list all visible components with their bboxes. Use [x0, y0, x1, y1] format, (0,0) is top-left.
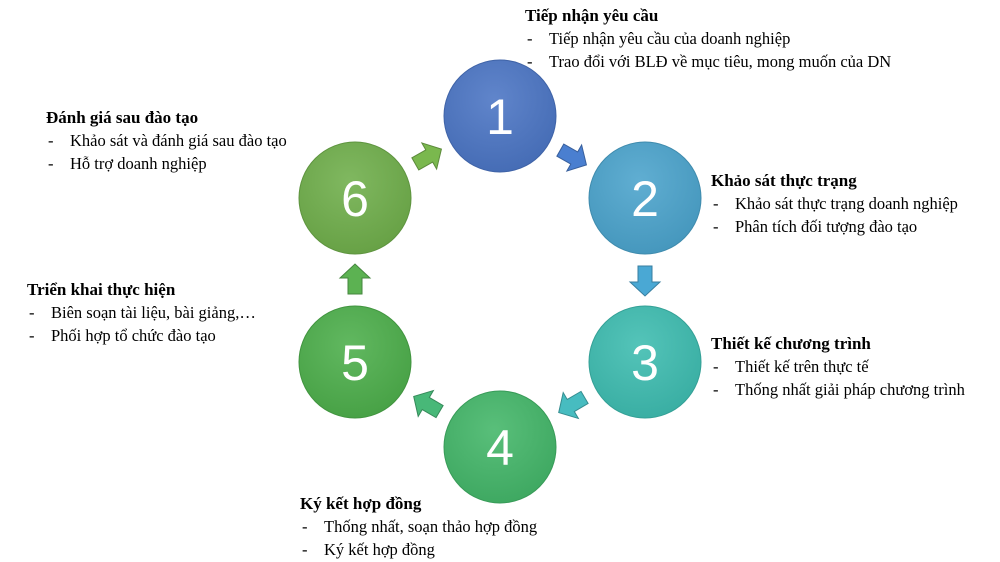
bullet-dash: - [29, 325, 35, 345]
step-2-title: Khảo sát thực trạng [711, 171, 857, 190]
step-2-item-2: - Phân tích đối tượng đào tạo [711, 216, 958, 239]
step-1-description [525, 5, 891, 73]
bullet-dash: - [302, 517, 308, 536]
step-6-title: Đánh giá sau đào tạo [46, 108, 199, 127]
step-5-item-1: - Biên soạn tài liệu, bài giảng,… [27, 302, 256, 325]
bullet-dash: - [713, 379, 719, 399]
step-3-circle [589, 306, 701, 418]
bullet-dash: - [302, 539, 308, 559]
bullet-dash: - [713, 357, 719, 376]
step-5-item-2: - Phối hợp tổ chức đào tạo [27, 325, 256, 348]
step-5-description [27, 279, 256, 347]
step-3-item-2: - Thống nhất giải pháp chương trình [711, 379, 965, 402]
arrow-1-to-2-icon [553, 137, 594, 178]
bullet-dash: - [527, 51, 533, 71]
step-1-item-1: - Tiếp nhận yêu cầu của doanh nghiệp [525, 28, 891, 51]
step-3-description [711, 333, 965, 401]
step-4-item-2: - Ký kết hợp đồng [300, 539, 537, 562]
step-1-number: 1 [486, 89, 514, 145]
step-3-title: Thiết kế chương trình [711, 334, 871, 353]
step-4-item-1: - Thống nhất, soạn thảo hợp đồng [300, 516, 537, 539]
step-3-number: 3 [631, 335, 659, 391]
step-4-circle [444, 391, 556, 503]
step-1-item-2: - Trao đổi với BLĐ về mục tiêu, mong muốn của DN [525, 51, 891, 74]
step-3-item-1: - Thiết kế trên thực tế [711, 356, 965, 379]
bullet-dash: - [527, 29, 533, 48]
arrow-3-to-4-icon [551, 384, 592, 425]
bullet-dash: - [713, 216, 719, 236]
step-1-title: Tiếp nhận yêu cầu [525, 6, 659, 25]
arrow-6-to-1-icon [408, 136, 449, 177]
bullet-dash: - [48, 153, 54, 173]
step-6-circle [299, 142, 411, 254]
step-6-number: 6 [341, 171, 369, 227]
step-4-number: 4 [486, 420, 514, 476]
step-1-circle [444, 60, 556, 172]
step-5-number: 5 [341, 335, 369, 391]
step-2-number: 2 [631, 171, 659, 227]
arrow-5-to-6-icon [340, 264, 370, 294]
step-6-description [46, 107, 287, 175]
bullet-dash: - [713, 194, 719, 213]
arrow-4-to-5-icon [406, 383, 447, 424]
step-4-title: Ký kết hợp đồng [300, 494, 422, 513]
bullet-dash: - [48, 131, 54, 150]
step-5-title: Triển khai thực hiện [27, 280, 176, 299]
step-2-circle [589, 142, 701, 254]
step-2-item-1: - Khảo sát thực trạng doanh nghiệp [711, 193, 958, 216]
step-4-description [300, 493, 537, 561]
step-6-item-2: - Hỗ trợ doanh nghiệp [46, 153, 287, 176]
step-5-circle [299, 306, 411, 418]
step-2-description [711, 170, 958, 238]
step-6-item-1: - Khảo sát và đánh giá sau đào tạo [46, 130, 287, 153]
arrow-2-to-3-icon [630, 266, 660, 296]
bullet-dash: - [29, 303, 35, 322]
